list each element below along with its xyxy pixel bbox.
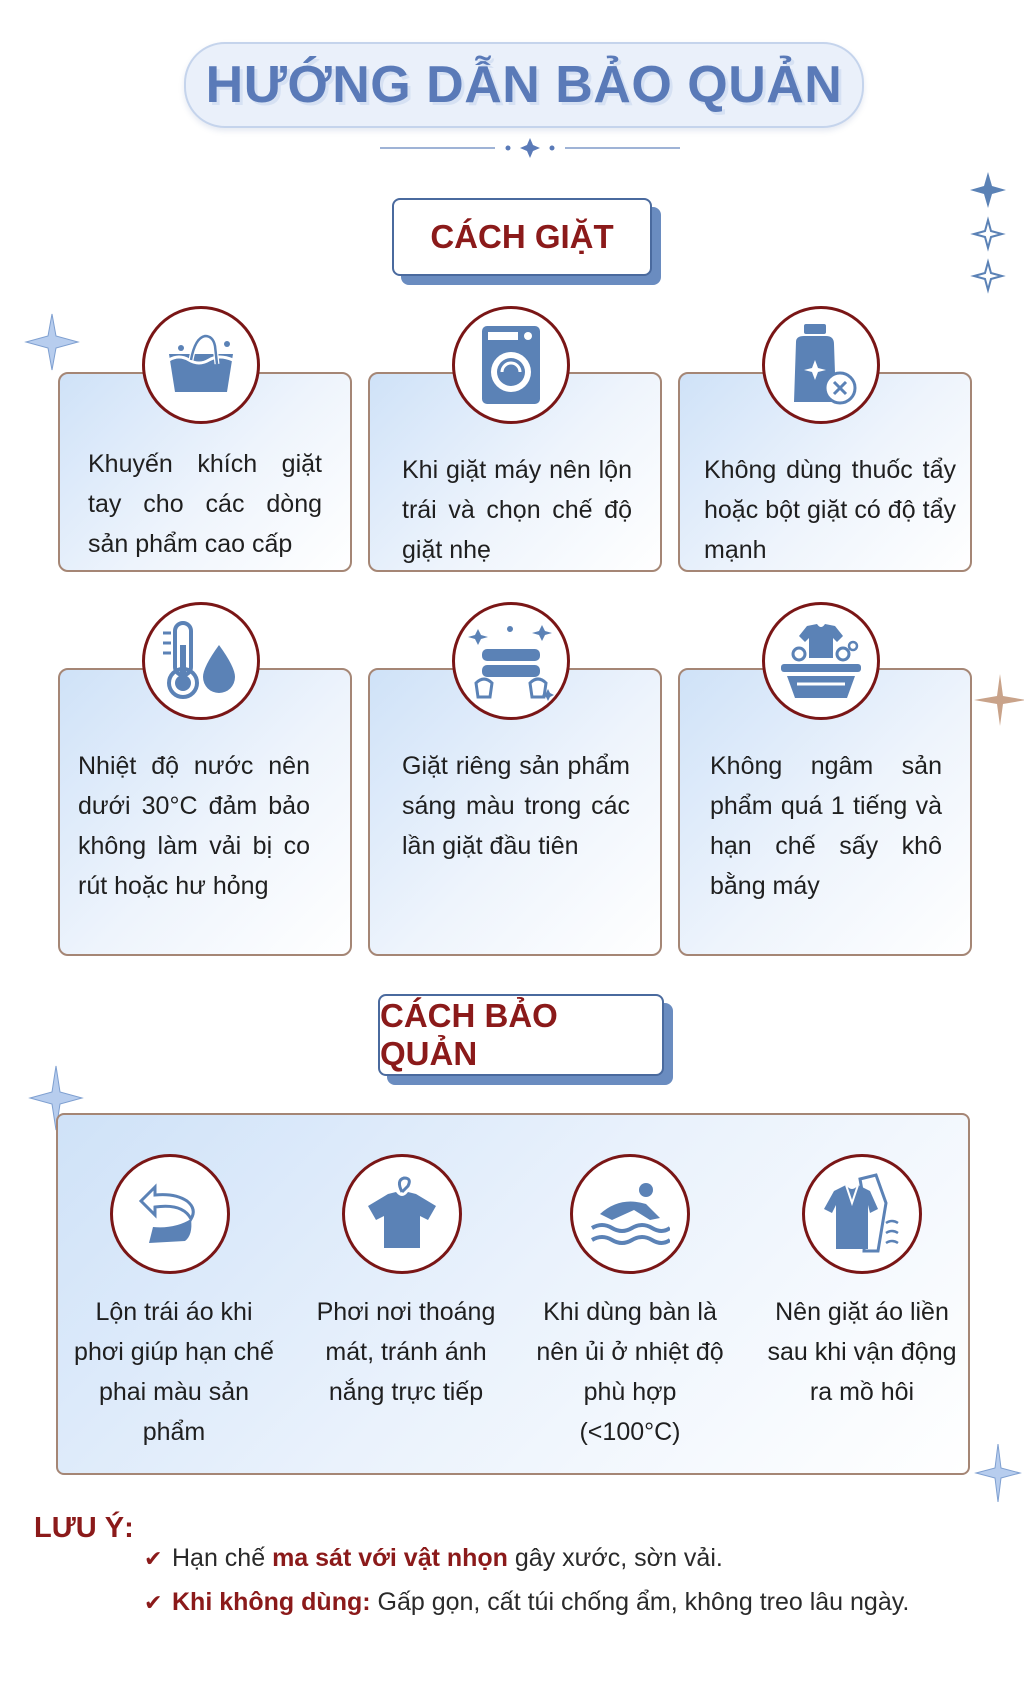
water-temperature-icon [142,602,260,720]
note-line-2 [144,1588,909,1617]
separate-wash-icon [452,602,570,720]
check-icon: ✔ [144,1590,163,1615]
card-text: Giặt riêng sản phẩm sáng màu trong các lần giặt đầu tiên [402,752,630,860]
iron-temperature-icon [570,1154,690,1274]
card-text: Khuyến khích giặt tay cho các dòng sản phẩm cao cấp [88,450,322,558]
card-text: Không dùng thuốc tẩy hoặc bột giặt có độ tẩy mạnh [704,456,956,564]
washing-machine-icon [452,306,570,424]
care-item-text: Nên giặt áo liền sau khi vận động ra mồ hôi [767,1298,957,1406]
page-title: HƯỚNG DẪN BẢO QUẢN [205,56,843,114]
sparkle-icon [22,312,82,372]
notes-heading: LƯU Ý: [34,1512,134,1544]
title-banner [184,42,864,128]
notes-label: LƯU Ý [34,1512,125,1544]
care-section-heading [378,994,664,1076]
note-text: Gấp gọn, cất túi chống ẩm, không treo lâu ngày. [370,1588,910,1616]
note-highlight: Khi không dùng: [172,1588,371,1616]
wash-section-heading [392,198,652,276]
check-icon: ✔ [144,1546,163,1571]
care-item-text: Phơi nơi thoáng mát, tránh ánh nắng trực tiếp [316,1298,496,1406]
sparkle-icon [972,672,1024,728]
turn-inside-out-icon [110,1154,230,1274]
care-item-text: Lộn trái áo khi phơi giúp hạn chế phai màu sản phẩm [74,1298,274,1446]
care-section-title: CÁCH BẢO QUẢN [380,997,558,1072]
no-bleach-icon [762,306,880,424]
note-line-1 [144,1544,723,1573]
sweaty-clothes-icon [802,1154,922,1274]
hanging-shirt-icon [342,1154,462,1274]
sparkle-cluster-icon [966,170,1010,300]
hand-wash-icon [142,306,260,424]
card-text: Nhiệt độ nước nên dưới 30°C đảm bảo không làm vải bị co rút hoặc hư hỏng [78,752,310,900]
sparkle-icon [974,1440,1022,1506]
note-text: gây xước, sờn vải. [507,1544,723,1572]
title-ornament [380,136,680,160]
card-text: Khi giặt máy nên lộn trái và chọn chế độ giặt nhẹ [402,456,632,564]
no-soak-icon [762,602,880,720]
wash-section-title: CÁCH GIẶT [430,218,614,255]
note-highlight: ma sát với vật nhọn [272,1544,508,1572]
care-item-text: Khi dùng bàn là nên ủi ở nhiệt độ phù hợp (<100°C) [536,1298,724,1446]
card-text: Không ngâm sản phẩm quá 1 tiếng và hạn chế sấy khô bằng máy [710,752,942,900]
note-text: Hạn chế [172,1544,273,1572]
